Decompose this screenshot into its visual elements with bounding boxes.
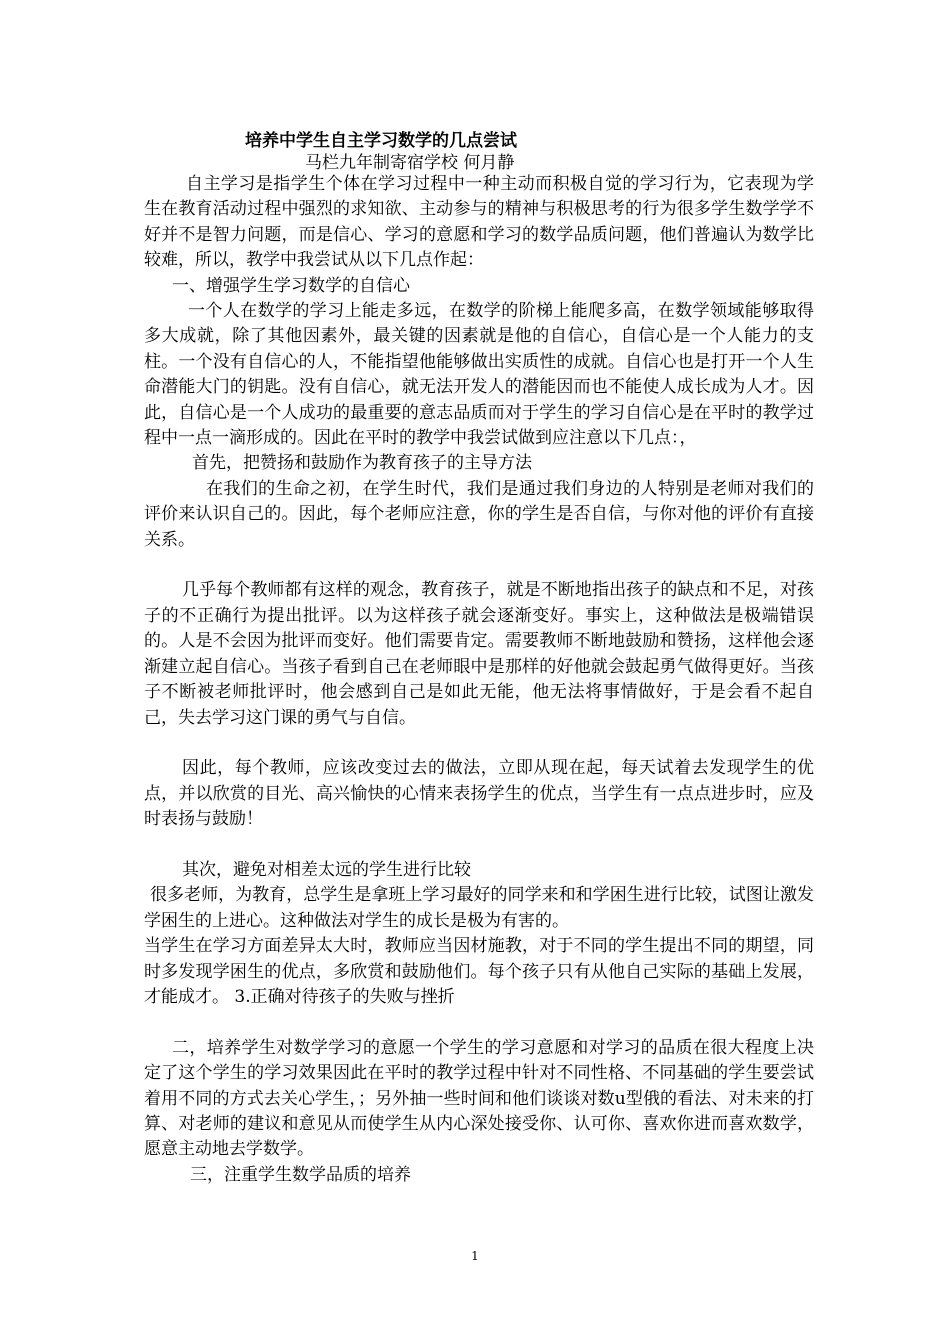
document-author: 马栏九年制寄宿学校 何月静: [305, 153, 515, 173]
paragraph: 在我们的生命之初，在学生时代，我们是通过我们身边的人特别是老师对我们的评价来认识自己的。因此，每个老师应注意，你的学生是否自信，与你对他的评价有直接关系。: [144, 478, 814, 550]
paragraph: 一个人在数学的学习上能走多远，在数学的阶梯上能爬多高，在数学领域能够取得多大成就，除了其他因素外，最关键的因素就是他的自信心，自信心是一个人能力的支柱。一个没有自信心的人，不能指望他能够做出实质性的成就。自信心也是打开一个人生命潜能大门的钥匙。没有自信心，就无法开发人的潜能因而也不能使人成长成为人才。因此，自信心是一个人成功的最重要的意志品质而对于学生的学习自信心是在平时的教学过程中一点一滴形成的。因此在平时的教学中我尝试做到应注意以下几点：，: [144, 301, 814, 449]
blank-line: [144, 731, 814, 756]
paragraph: 三，注重学生数学品质的培养: [190, 1164, 411, 1185]
paragraph: 当学生在学习方面差异太大时，教师应当因材施教，对于不同的学生提出不同的期望，同时多发现学困生的优点，多欣赏和鼓励他们。每个孩子只有从他自己实际的基础上发展，才能成才。 3.正确对待孩子的失败与挫折: [144, 936, 814, 1007]
paragraph: 因此，每个教师，应该改变过去的做法，立即从现在起，每天试着去发现学生的优点，并以欣赏的目光、高兴愉快的心情来表扬学生的优点，当学生有一点点进步时，应及时表扬与鼓励！: [144, 758, 814, 830]
page-number: 1: [471, 1249, 479, 1263]
blank-line: [144, 553, 814, 578]
document-title: 培养中学生自主学习数学的几点尝试: [245, 131, 517, 151]
paragraph: 一、增强学生学习数学的自信心: [172, 275, 410, 296]
paragraph: 其次，避免对相差太远的学生进行比较: [182, 859, 471, 880]
document-body: [144, 172, 814, 1188]
paragraph: 很多老师，为教育，总学生是拿班上学习最好的同学来和和学困生进行比较，试图让激发学困生的上进心。这种做法对学生的成长是极为有害的。: [144, 885, 814, 931]
paragraph: 几乎每个教师都有这样的观念，教育孩子，就是不断地指出孩子的缺点和不足，对孩子的不正确行为提出批评。以为这样孩子就会逐渐变好。事实上，这种做法是极端错误的。人是不会因为批评而变好。他们需要肯定。需要教师不断地鼓励和赞扬，这样他会逐渐建立起自信心。当孩子看到自己在老师眼中是那样的好他就会鼓起勇气做得更好。当孩子不断被老师批评时，他会感到自己是如此无能，他无法将事情做好，于是会看不起自己，失去学习这门课的勇气与自信。: [144, 580, 814, 728]
blank-line: [144, 833, 814, 858]
paragraph: 自主学习是指学生个体在学习过程中一种主动而积极自觉的学习行为，它表现为学生在教育活动过程中强烈的求知欲、主动参与的精神与积极思考的行为很多学生数学学不好并不是智力问题，而是信心、学习的意愿和学习的数学品质问题，他们普遍认为数学比较难，所以，教学中我尝试从以下几点作起：: [144, 174, 814, 271]
paragraph: 二，培养学生对数学学习的意愿一个学生的学习意愿和对学习的品质在很大程度上决定了这个学生的学习效果因此在平时的教学过程中针对不同性格、不同基础的学生要尝试着用不同的方式去关心学生，；另外抽一些时间和他们谈谈对数u型俄的看法、对未来的打算、对老师的建议和意见从而使学生从内心深处接受你、认可你、喜欢你进而喜欢数学，愿意主动地去学数学。: [144, 1037, 814, 1160]
blank-line: [144, 1010, 814, 1035]
paragraph: 首先，把赞扬和鼓励作为教育孩子的主导方法: [192, 453, 532, 474]
